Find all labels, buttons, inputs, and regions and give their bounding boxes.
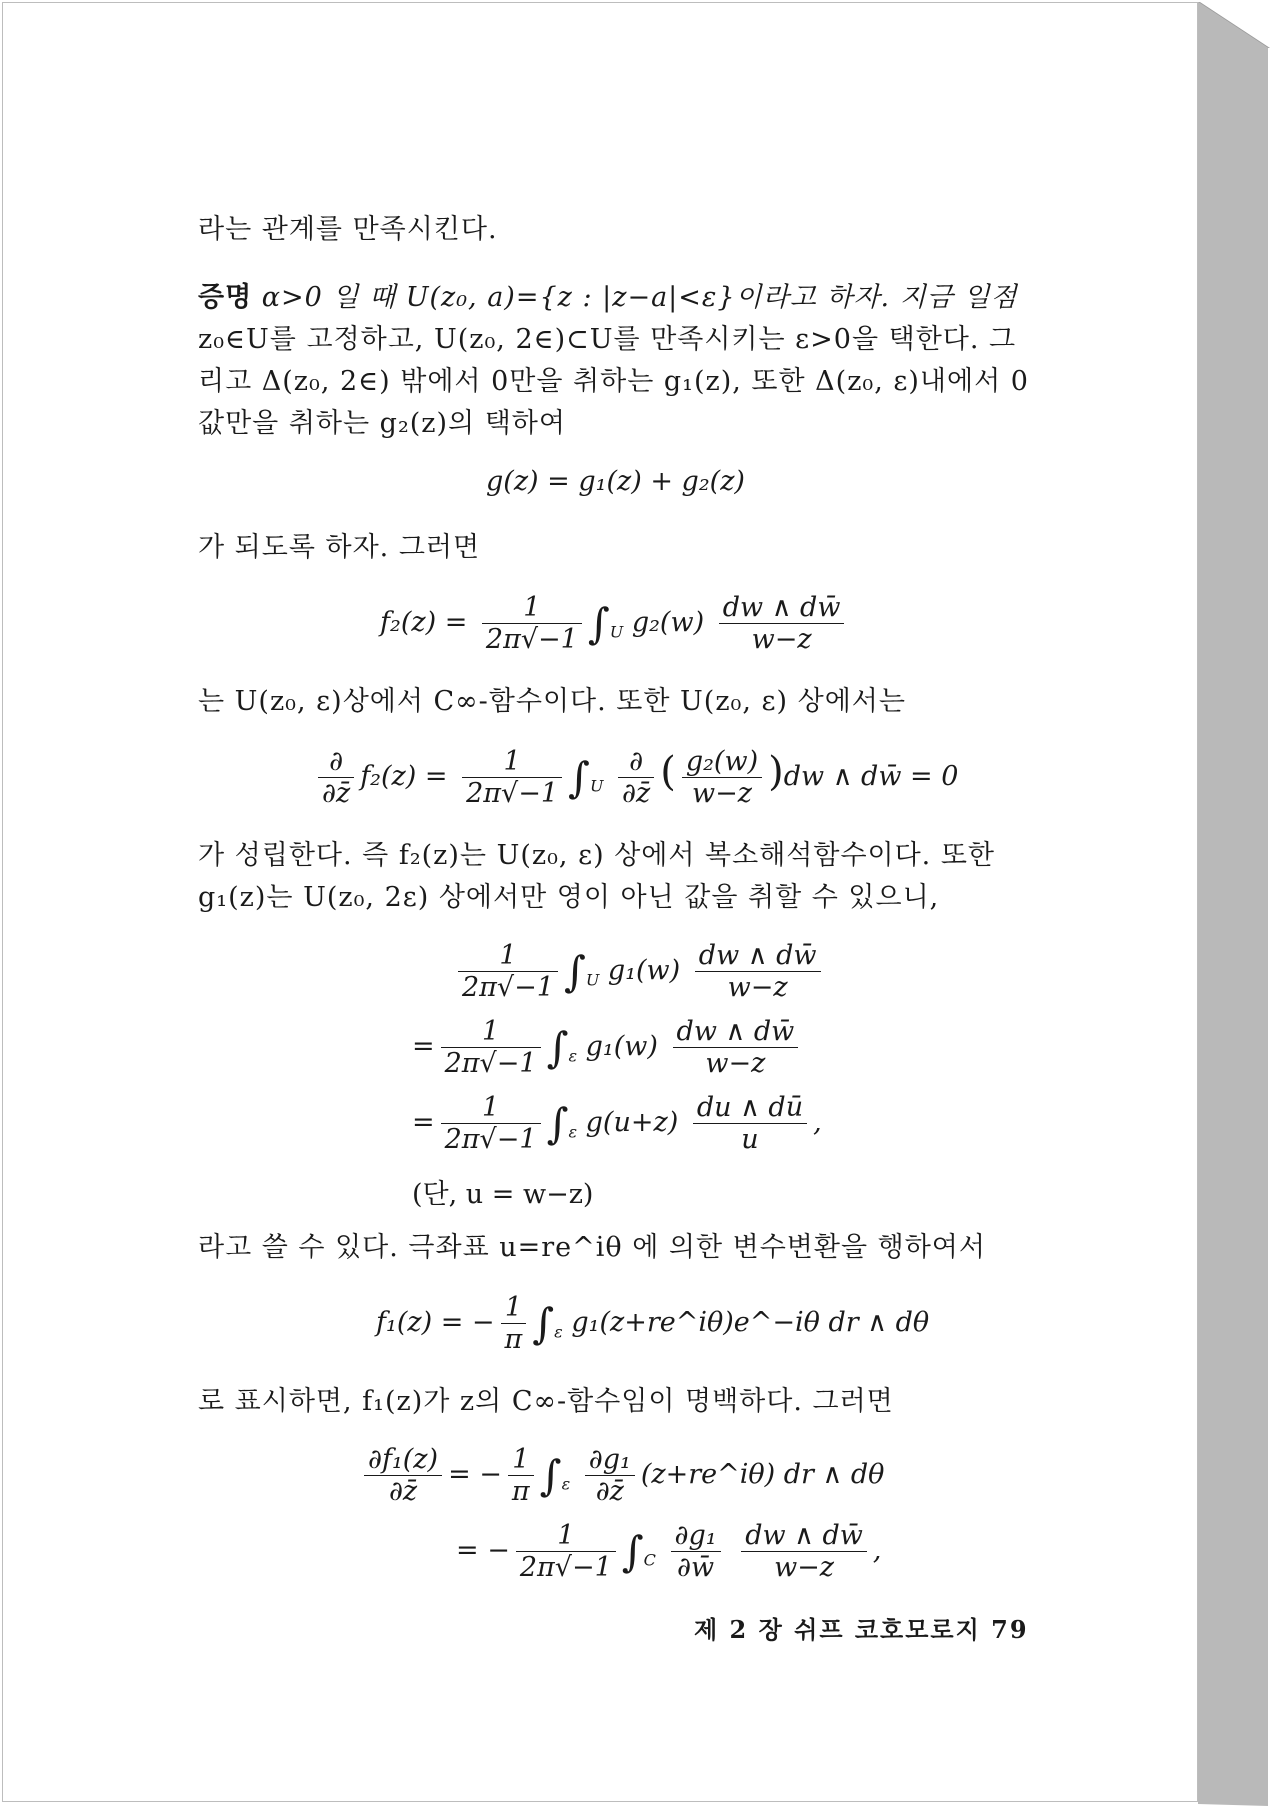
page-footer: 제 2 장 쉬프 코호모로지 79	[694, 1615, 1029, 1644]
text-line: 가 성립한다. 즉 f₂(z)는 U(z₀, ε) 상에서 복소해석함수이다. 또한	[198, 840, 996, 871]
equation-f2: f₂(z) = $\frac{1}{2\pi√-1}$ $\int_U$ g₂(w) $\frac{dw \wedge dw̄}{w-z}$	[380, 592, 850, 655]
text-line: 값만을 취하는 g₂(z)의 택하여	[198, 408, 566, 439]
equation-g: g(z) = g₁(z) + g₂(z)	[486, 466, 745, 497]
fraction: $\frac{1}{2\pi√-1}$	[482, 592, 582, 655]
text-line: 라고 쓸 수 있다. 극좌표 u=re^iθ 에 의한 변수변환을 행하여서	[198, 1232, 986, 1263]
text-line: g₁(z)는 U(z₀, 2ε) 상에서만 영이 아닌 값을 취할 수 있으니,	[198, 882, 940, 913]
text-line: 로 표시하면, f₁(z)가 z의 C∞-함수임이 명백하다. 그러면	[198, 1386, 894, 1417]
equation-dbar-f1-b: = − $\frac{1}{2\pi√-1}$ $\int_C$ $\frac{\text{∂g₁}}{\partial w̄}$ $\frac{dw \wedge dw̄}{w-z}$ ,	[456, 1520, 882, 1583]
text-line: 라는 관계를 만족시킨다.	[198, 214, 498, 245]
text-line: 리고 Δ(z₀, 2∈) 밖에서 0만을 취하는 g₁(z), 또한 Δ(z₀, ε)내에서 0	[198, 366, 1029, 397]
equation-g1-c: = $\frac{1}{2\pi√-1}$ $\int_\varepsilon$ g(u+z) $\frac{du \wedge dū}{u}$ ,	[412, 1092, 822, 1155]
integral-sign: ∫	[568, 753, 590, 802]
text-line: z₀∈U를 고정하고, U(z₀, 2∈)⊂U를 만족시키는 ε>0을 택한다. 그	[198, 324, 1017, 355]
equation-note: (단, u = w−z)	[412, 1179, 594, 1210]
fraction: $\frac{dw \wedge dw̄}{w-z}$	[719, 592, 845, 655]
equation-f1: f₁(z) = − $\frac{1}{\pi}$ $\int_\varepsilon$ g₁(z+re^iθ)e^−iθ dr ∧ dθ	[376, 1292, 930, 1355]
proof-label: 증명	[198, 282, 253, 313]
book-edge	[1198, 0, 1281, 1806]
proof-text: α>0 일 때 U(z₀, a)={z : |z−a|<ε}이라고 하자. 지금 일점	[261, 282, 1018, 313]
integral-sign: ∫	[587, 599, 610, 648]
text-line	[198, 280, 1018, 316]
equation-dbar-f2: $\frac{\partial}{\partial z̄}$ f₂(z) = $\frac{1}{2\pi√-1}$ $\int_U$ $\frac{\partial}{\partial z̄}$ ( $\frac{\text{g₂(w)}}{w-z}$ )dw ∧ dw̄ = 0	[312, 746, 958, 809]
text-line: 는 U(z₀, ε)상에서 C∞-함수이다. 또한 U(z₀, ε) 상에서는	[198, 686, 906, 717]
equation-dbar-f1: $\frac{\text{∂f₁(z)}}{\partial z̄}$ = − $\frac{1}{\pi}$ $\int_\varepsilon$ $\frac{\text{∂g₁}}{\partial z̄}$ (z+re^iθ) dr ∧ dθ	[358, 1444, 884, 1507]
equation-g1-a: $\frac{1}{2\pi√-1}$ $\int_U$ g₁(w) $\frac{dw \wedge dw̄}{w-z}$	[452, 940, 827, 1003]
text-line: 가 되도록 하자. 그러면	[198, 532, 481, 563]
equation-g1-b: = $\frac{1}{2\pi√-1}$ $\int_\varepsilon$ g₁(w) $\frac{dw \wedge dw̄}{w-z}$	[412, 1016, 804, 1079]
